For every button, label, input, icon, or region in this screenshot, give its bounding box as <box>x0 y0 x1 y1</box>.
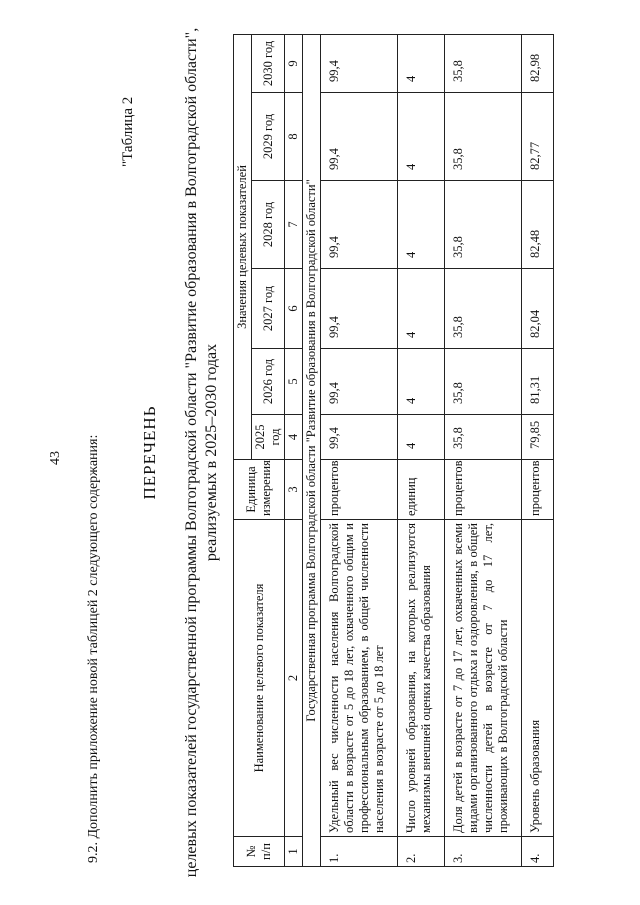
value-2025: 35,8 <box>445 415 522 460</box>
value-2025: 99,4 <box>321 415 398 460</box>
value-2028: 82,48 <box>522 181 554 269</box>
value-2027: 4 <box>398 269 445 349</box>
table-row <box>321 35 398 867</box>
row-number: 3. <box>445 837 522 867</box>
row-number: 4. <box>522 837 554 867</box>
row-number: 2. <box>398 837 445 867</box>
section-row <box>303 35 321 867</box>
indicator-unit: единиц <box>398 460 445 520</box>
value-2025: 4 <box>398 415 445 460</box>
column-number: 4 <box>285 415 303 460</box>
header-year: 2027 год <box>252 269 285 349</box>
column-number: 2 <box>285 520 303 837</box>
table-row <box>398 35 445 867</box>
page-number: 43 <box>48 451 63 465</box>
section-title: Государственная программа Волгоградской области "Развитие образования в Волгоградской области" <box>303 35 321 867</box>
column-number: 1 <box>285 837 303 867</box>
document-subtitle-line1: целевых показателей государственной программы Волгоградской области "Развитие образования в Волгоградской области", <box>183 27 200 878</box>
value-2030: 4 <box>398 35 445 93</box>
document-title: ПЕРЕЧЕНЬ <box>140 405 159 500</box>
document-subtitle-line2: реализуемых в 2025–2030 годах <box>203 343 220 562</box>
value-2029: 4 <box>398 93 445 181</box>
indicator-unit: процентов <box>321 460 398 520</box>
value-2028: 35,8 <box>445 181 522 269</box>
table-row <box>445 35 522 867</box>
column-number: 7 <box>285 181 303 269</box>
value-2029: 99,4 <box>321 93 398 181</box>
header-year: 2029 год <box>252 93 285 181</box>
header-unit: Единица измерения <box>234 460 285 520</box>
header-year: 2028 год <box>252 181 285 269</box>
column-number: 3 <box>285 460 303 520</box>
indicator-unit: процентов <box>522 460 554 520</box>
column-number: 9 <box>285 35 303 93</box>
table-row <box>522 35 554 867</box>
value-2029: 35,8 <box>445 93 522 181</box>
value-2028: 99,4 <box>321 181 398 269</box>
value-2027: 35,8 <box>445 269 522 349</box>
header-values-group: Значения целевых показателей <box>234 35 252 460</box>
value-2026: 99,4 <box>321 349 398 415</box>
value-2025: 79,85 <box>522 415 554 460</box>
value-2026: 4 <box>398 349 445 415</box>
column-number: 8 <box>285 93 303 181</box>
value-2027: 99,4 <box>321 269 398 349</box>
value-2027: 82,04 <box>522 269 554 349</box>
value-2030: 82,98 <box>522 35 554 93</box>
header-no: № п/п <box>234 837 285 867</box>
value-2028: 4 <box>398 181 445 269</box>
column-number: 6 <box>285 269 303 349</box>
header-name: Наименование целевого показателя <box>234 520 285 837</box>
indicator-name: Доля детей в возрасте от 7 до 17 лет, охваченных всеми видами организованного отдыха и оздоровления, в общей численности детей в возрасте от 7 до 17 лет, проживающих в Волгоградской области <box>445 520 522 837</box>
column-number: 5 <box>285 349 303 415</box>
indicator-unit: процентов <box>445 460 522 520</box>
header-year: 2030 год <box>252 35 285 93</box>
header-year: 2025 год <box>252 415 285 460</box>
table-note: "Таблица 2 <box>120 96 136 167</box>
indicators-table <box>233 34 554 867</box>
indicator-name: Уровень образования <box>522 520 554 837</box>
header-year: 2026 год <box>252 349 285 415</box>
value-2026: 81,31 <box>522 349 554 415</box>
value-2030: 99,4 <box>321 35 398 93</box>
value-2029: 82,77 <box>522 93 554 181</box>
value-2030: 35,8 <box>445 35 522 93</box>
column-number-row <box>285 35 303 867</box>
indicator-name: Число уровней образования, на которых реализуются механизмы внешней оценки качества образования <box>398 520 445 837</box>
row-number: 1. <box>321 837 398 867</box>
indicator-name: Удельный вес численности населения Волгоградской области в возрасте от 5 до 18 лет, охваченного общим и профессиональным образованием, в общей численности населения в возрасте от 5 до 18 лет <box>321 520 398 837</box>
value-2026: 35,8 <box>445 349 522 415</box>
intro-text: 9.2. Дополнить приложение новой таблицей 2 следующего содержания: <box>86 434 101 863</box>
